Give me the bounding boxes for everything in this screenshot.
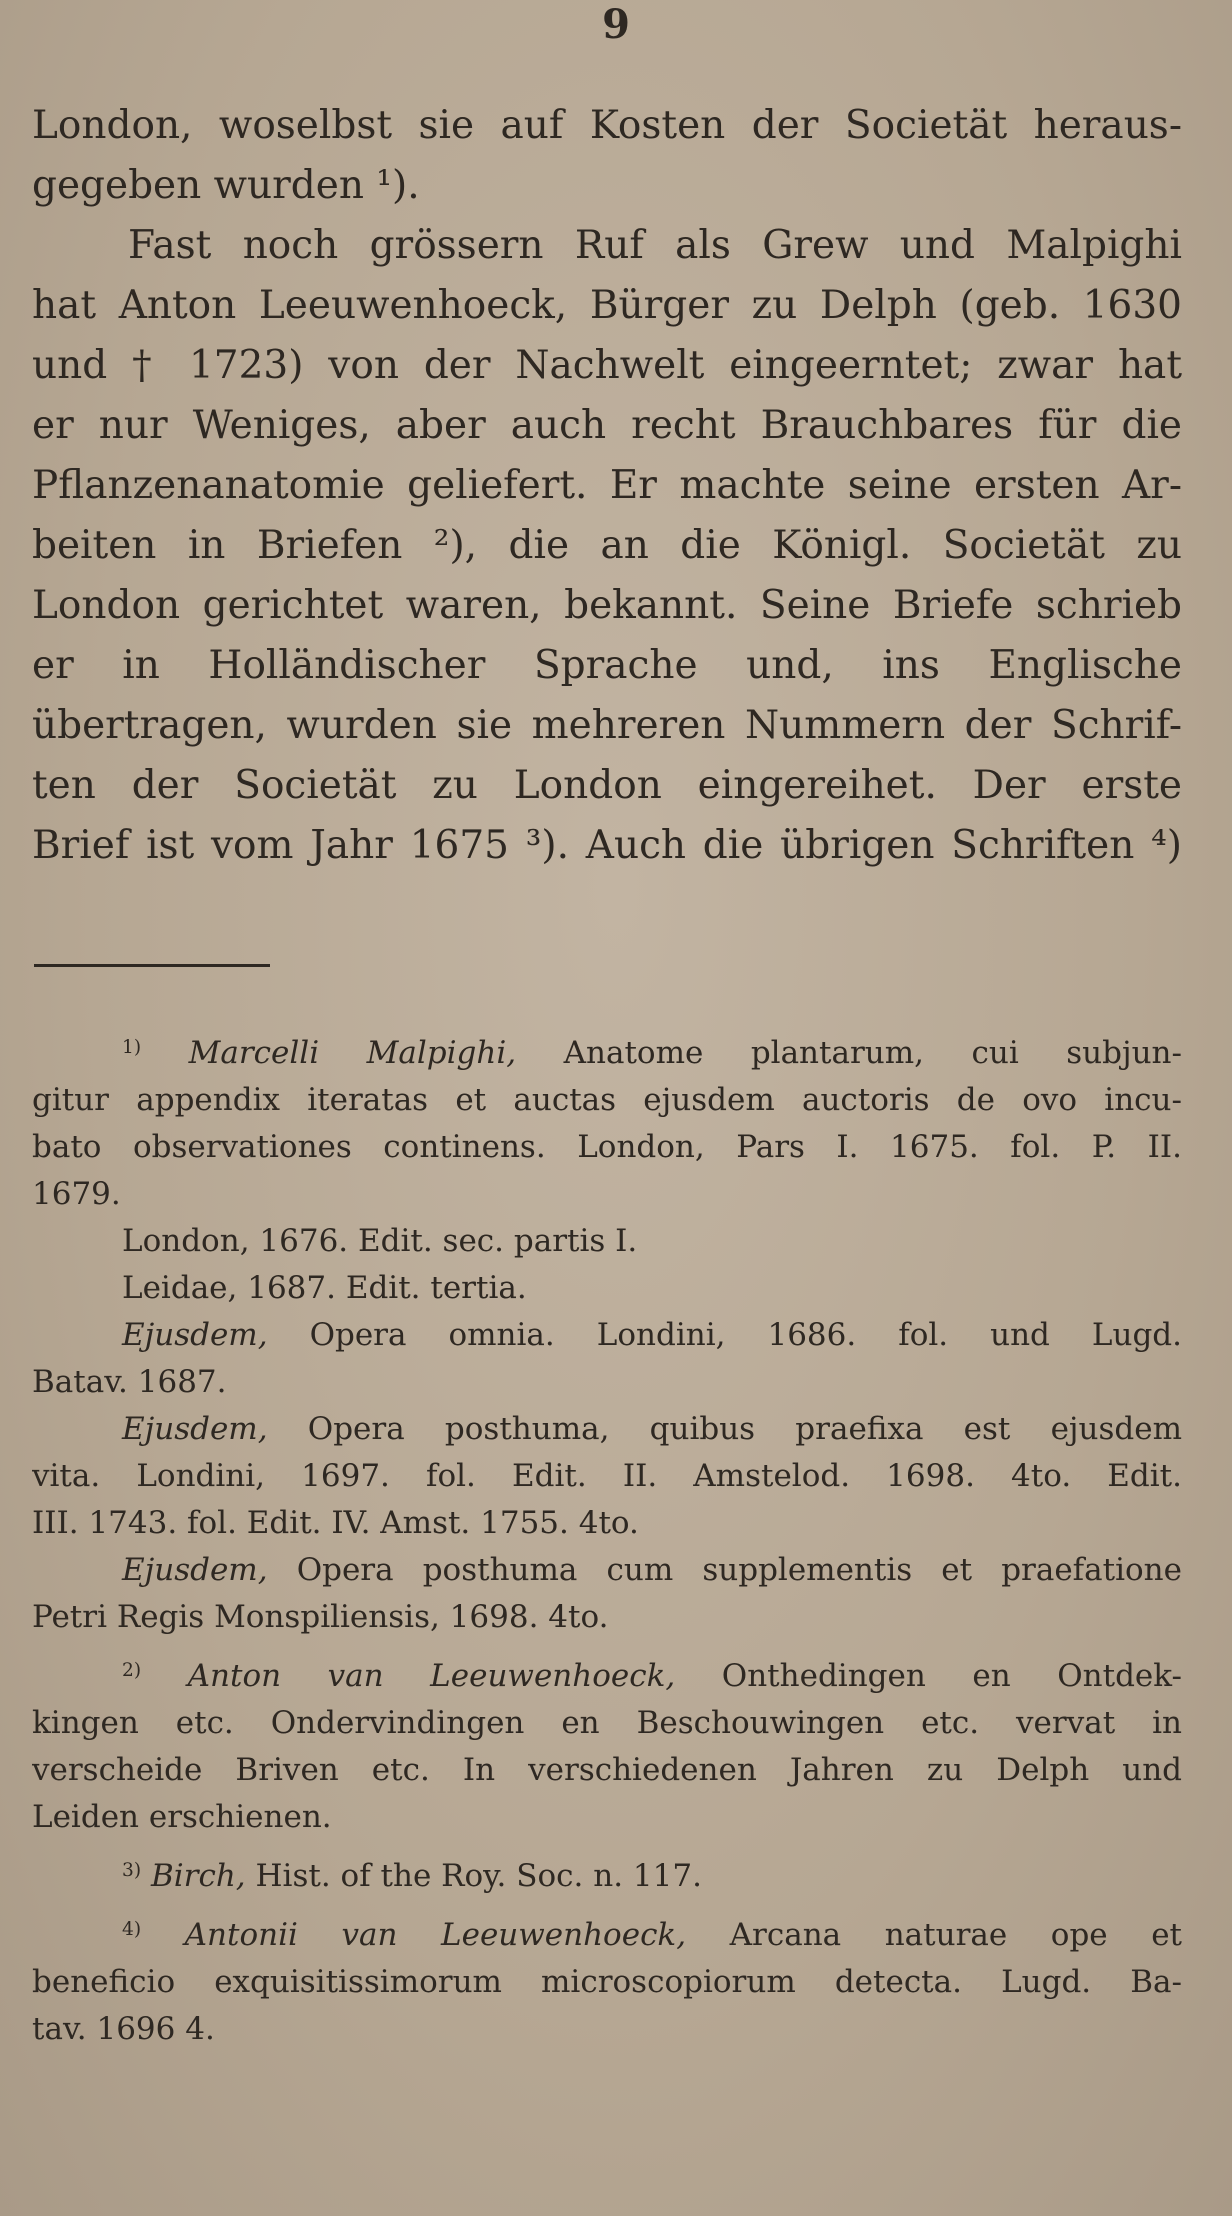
footnote-line: London, 1676. Edit. sec. partis I.	[122, 1223, 638, 1259]
text-line: London gerichtet waren, bekannt. Seine Briefe schrieb	[32, 583, 1182, 628]
footnote-line: kingen etc. Ondervindingen en Beschouwingen etc. vervat in	[32, 1705, 1182, 1741]
text-line: ten der Societät zu London eingereihet. Der erste	[32, 763, 1182, 808]
footnote-line	[32, 1653, 1182, 1700]
footnote-author: Marcelli Malpighi,	[188, 1035, 517, 1071]
footnote-line: tav. 1696 4.	[32, 2011, 215, 2047]
text-line: hat Anton Leeuwenhoeck, Bürger zu Delph (geb. 1630	[32, 283, 1182, 328]
footnote-line	[32, 1406, 1182, 1453]
footnote-line: 1679.	[32, 1176, 121, 1212]
footnote-text: Arcana naturae ope et	[729, 1917, 1182, 1953]
footnote-4	[32, 1912, 1182, 2053]
text-line: und † 1723) von der Nachwelt eingeerntet; zwar hat	[32, 343, 1182, 388]
footnote-author: Anton van Leeuwenhoeck,	[187, 1658, 676, 1694]
footnote-author: Ejusdem,	[122, 1411, 268, 1447]
footnote-line: Petri Regis Monspiliensis, 1698. 4to.	[32, 1599, 609, 1635]
footnote-line: beneficio exquisitissimorum microscopiorum detecta. Lugd. Ba-	[32, 1964, 1182, 2000]
footnote-line: gitur appendix iteratas et auctas ejusdem auctoris de ovo incu-	[32, 1082, 1182, 1118]
text-line: er in Holländischer Sprache und, ins Englische	[32, 643, 1182, 688]
footnote-author: Birch,	[150, 1858, 246, 1894]
footnote-line: bato observationes continens. London, Pars I. 1675. fol. P. II.	[32, 1129, 1182, 1165]
footnote-line: Batav. 1687.	[32, 1364, 227, 1400]
text-line: gegeben wurden ¹).	[32, 163, 420, 208]
text-line: übertragen, wurden sie mehreren Nummern der Schrif-	[32, 703, 1182, 748]
footnote-1	[32, 1030, 1182, 1641]
footnote-marker: 4)	[122, 1918, 142, 1940]
footnote-line: III. 1743. fol. Edit. IV. Amst. 1755. 4to.	[32, 1505, 639, 1541]
footnote-text: Opera omnia. Londini, 1686. fol. und Lugd.	[309, 1317, 1182, 1353]
text-line: beiten in Briefen ²), die an die Königl. Societät zu	[32, 523, 1182, 568]
main-text	[32, 96, 1182, 876]
footnote-marker: 1)	[122, 1036, 142, 1058]
text-line: London, woselbst sie auf Kosten der Societät heraus-	[32, 103, 1182, 148]
footnote-line: vita. Londini, 1697. fol. Edit. II. Amstelod. 1698. 4to. Edit.	[32, 1458, 1182, 1494]
footnote-line: Leiden erschienen.	[32, 1799, 332, 1835]
text-line: Brief ist vom Jahr 1675 ³). Auch die übrigen Schriften ⁴)	[32, 823, 1182, 868]
footnote-line	[32, 1312, 1182, 1359]
footnote-2	[32, 1653, 1182, 1841]
footnote-line	[32, 1912, 1182, 1959]
footnote-3	[32, 1853, 1182, 1900]
page-number: 9	[602, 1, 630, 48]
text-line: Pflanzenanatomie geliefert. Er machte seine ersten Ar-	[32, 463, 1182, 508]
footnote-text: Anatome plantarum, cui subjun-	[563, 1035, 1182, 1071]
footnote-line: Leidae, 1687. Edit. tertia.	[122, 1270, 527, 1306]
footnote-line	[32, 1030, 1182, 1077]
footnote-text: Hist. of the Roy. Soc. n. 117.	[255, 1858, 702, 1894]
footnote-line	[32, 1853, 1182, 1900]
text-line: er nur Weniges, aber auch recht Brauchbares für die	[32, 403, 1182, 448]
footnote-author: Ejusdem,	[122, 1552, 268, 1588]
footnote-divider	[34, 964, 270, 967]
footnote-marker: 2)	[122, 1659, 142, 1681]
footnotes	[32, 1030, 1182, 2065]
text-line: Fast noch grössern Ruf als Grew und Malpighi	[128, 223, 1182, 268]
footnote-author: Ejusdem,	[122, 1317, 268, 1353]
footnote-text: Onthedingen en Ontdek-	[721, 1658, 1182, 1694]
footnote-text: Opera posthuma, quibus praefixa est ejusdem	[307, 1411, 1182, 1447]
footnote-marker: 3)	[122, 1859, 142, 1881]
footnote-line	[32, 1547, 1182, 1594]
footnote-text: Opera posthuma cum supplementis et praefatione	[296, 1552, 1182, 1588]
footnote-author: Antonii van Leeuwenhoeck,	[184, 1917, 687, 1953]
footnote-line: verscheide Briven etc. In verschiedenen Jahren zu Delph und	[32, 1752, 1182, 1788]
